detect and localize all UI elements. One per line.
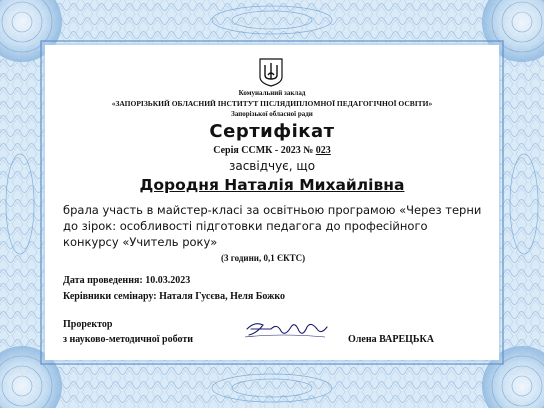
- certificate-title: Сертифікат: [209, 121, 335, 142]
- body-line2: до зірок: особливості підготовки педагога до професійного: [63, 219, 428, 233]
- handwritten-signature: [241, 317, 331, 341]
- recipient-name: Дородня Наталія Михайлівна: [139, 176, 405, 194]
- signer-role-line2: з науково-методичної роботи: [63, 334, 194, 345]
- signer-role-line1: Проректор: [63, 319, 113, 330]
- org-type: Комунальний заклад: [238, 89, 306, 97]
- signer-name: Олена ВАРЕЦЬКА: [348, 334, 434, 345]
- org-name: «ЗАПОРІЗЬКИЙ ОБЛАСНИЙ ІНСТИТУТ ПІСЛЯДИПЛОМНОЇ ПЕДАГОГІЧНОЇ ОСВІТИ»: [111, 99, 433, 108]
- trident-emblem-icon: [257, 57, 285, 87]
- seminar-leaders: Керівники семінару: Наталя Гусєва, Неля Божко: [63, 291, 286, 302]
- series-number: 023: [315, 145, 331, 156]
- certifies-text: засвідчує, що: [228, 159, 316, 173]
- body-line3: конкурсу «Учитель року»: [63, 235, 218, 249]
- series-prefix: Серія ССМК - 2023 №: [213, 145, 314, 156]
- series-line: [45, 145, 499, 156]
- certificate-content: [45, 45, 499, 360]
- body-line1: [63, 203, 481, 217]
- org-council: Запорізької обласної ради: [231, 110, 313, 118]
- program-name-start: Через терни: [406, 203, 482, 217]
- hours-text: (3 години, 0,1 ЄКТС): [221, 253, 306, 263]
- event-date: Дата проведення: 10.03.2023: [63, 275, 191, 286]
- body-line1-text: брала участь в майстер-класі за освітньою програмою «: [63, 203, 407, 217]
